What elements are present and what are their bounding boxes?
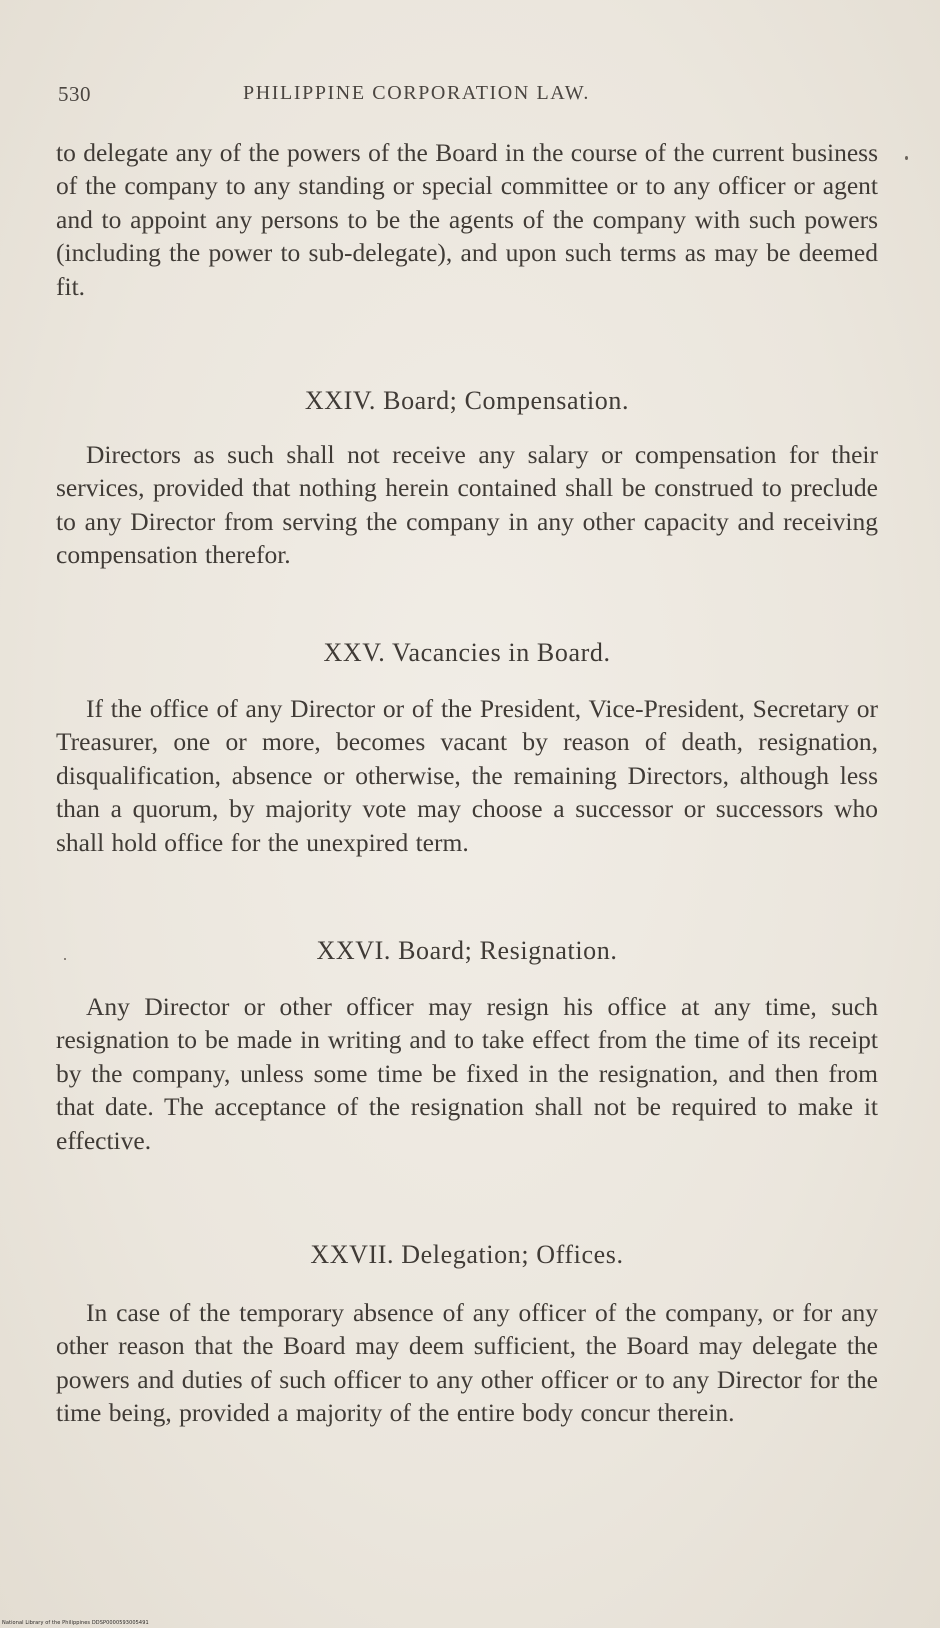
running-title: PHILIPPINE CORPORATION LAW. bbox=[243, 82, 590, 104]
section-heading-xxiv: XXIV. Board; Compensation. bbox=[304, 386, 630, 415]
scan-speck bbox=[64, 958, 66, 960]
section-heading-xxv: XXV. Vacancies in Board. bbox=[323, 638, 611, 667]
page-body bbox=[56, 136, 878, 1501]
paragraph-delegation-offices: In case of the temporary absence of any officer of the company, or for any other reason that the Board may deem sufficient, the Board may delegate the powers and duties of such officer to any other officer or to any Director for the time being, provided a majority of the entire body concur therein. bbox=[56, 1298, 878, 1428]
digitization-credit: National Library of the Philippines DDSP0000593005491 bbox=[2, 1620, 149, 1626]
paragraph-continuation: to delegate any of the powers of the Board in the course of the current business of the company to any standing or special committee or to any officer or agent and to appoint any persons to be the agents of the company with such powers (including the power to sub-delegate), and upon such terms as may be deemed fit. bbox=[56, 138, 878, 301]
paragraph-board-resignation: Any Director or other officer may resign his office at any time, such resignation to be made in writing and to take effect from the time of its receipt by the company, unless some time be fixed in the resignation, and then from that date. The acceptance of the resignation shall not be required to make it effective. bbox=[56, 992, 878, 1155]
scan-speck bbox=[905, 156, 908, 160]
paragraph-vacancies-in-board: If the office of any Director or of the President, Vice-President, Secretary or Treasurer, one or more, becomes vacant by reason of death, resignation, disqualification, absence or otherwise, the remaining Directors, although less than a quorum, by majority vote may choose a successor or successors who shall hold office for the unexpired term. bbox=[56, 694, 878, 857]
section-heading-xxvii: XXVII. Delegation; Offices. bbox=[310, 1240, 624, 1269]
section-heading-xxvi: XXVI. Board; Resignation. bbox=[316, 936, 618, 965]
paragraph-board-compensation: Directors as such shall not receive any salary or compensation for their services, provided that nothing herein contained shall be construed to preclude to any Director from serving the company in any other capacity and receiving compensation therefor. bbox=[56, 440, 878, 570]
page-number: 530 bbox=[58, 82, 91, 106]
page-header bbox=[58, 82, 878, 112]
